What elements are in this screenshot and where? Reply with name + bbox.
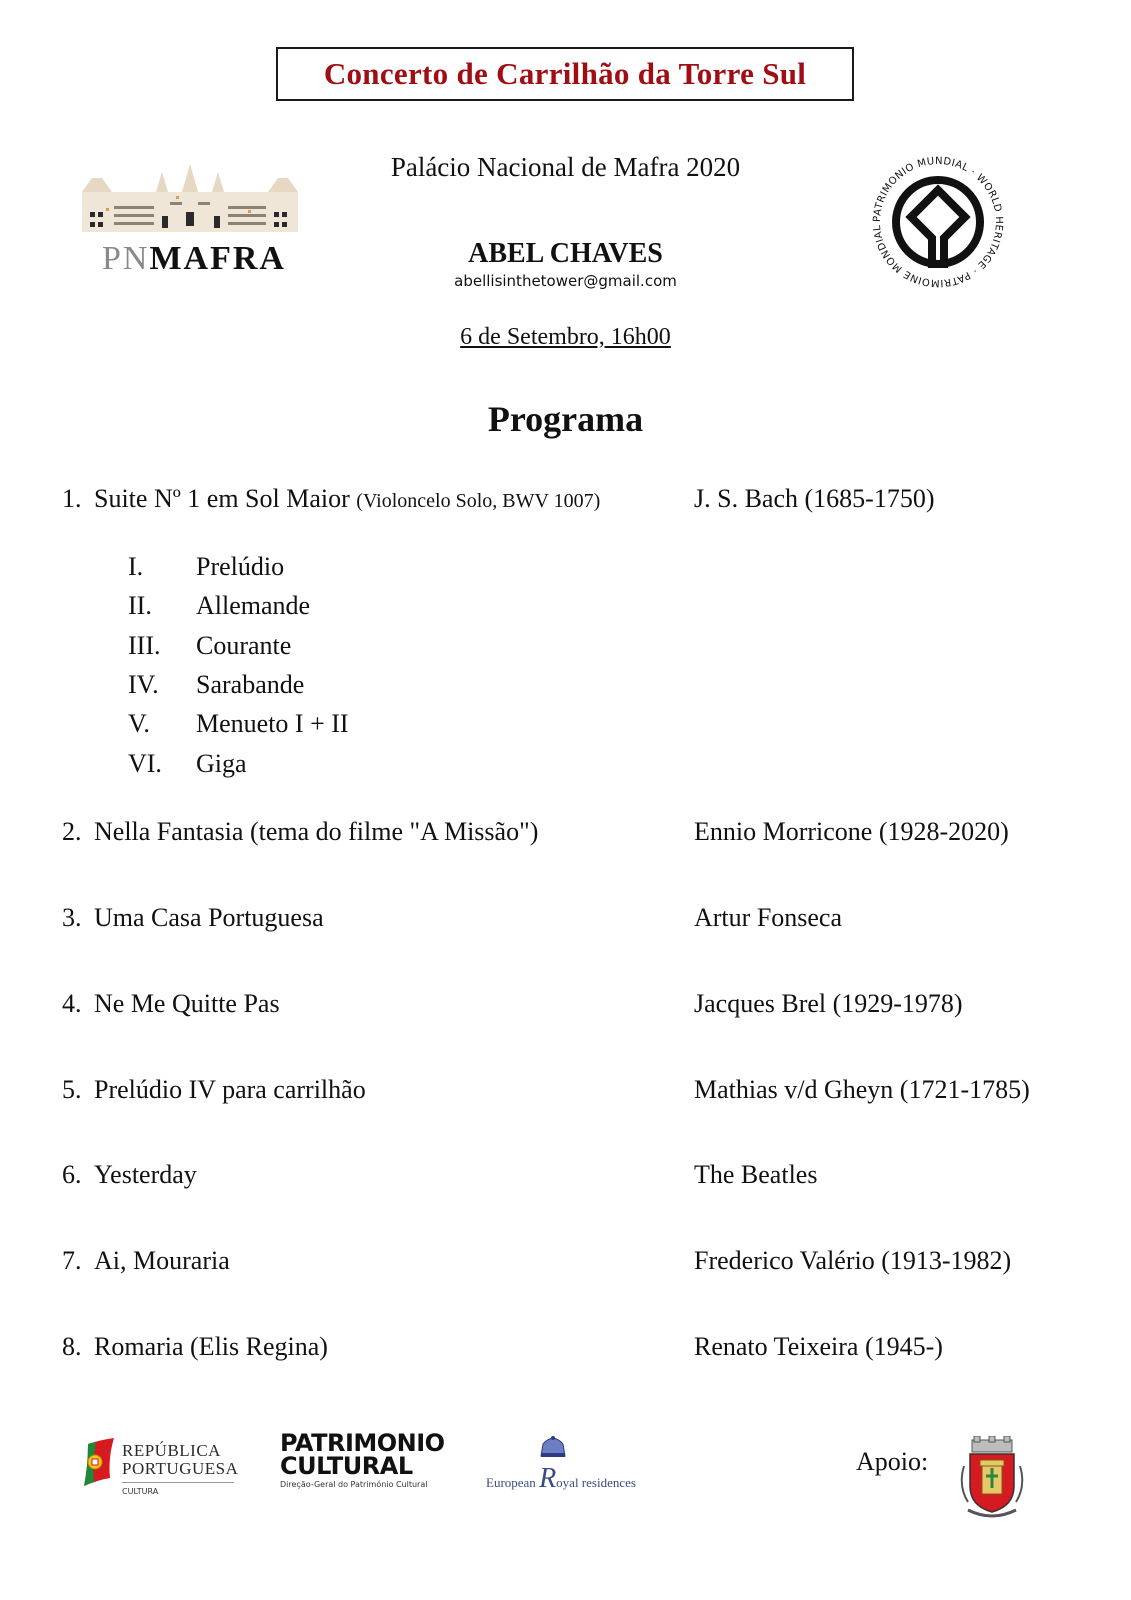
programme-item	[62, 1075, 366, 1105]
royal-residences-text	[486, 1463, 636, 1495]
republica-divider	[122, 1482, 234, 1483]
item-number: 5.	[62, 1075, 82, 1104]
item-number: 3.	[62, 903, 82, 932]
movement-number: IV.	[128, 670, 159, 699]
item-title: Suite Nº 1 em Sol Maior	[94, 484, 350, 513]
pnmafra-prefix: PN	[102, 240, 150, 277]
item-title: Nella Fantasia (tema do filme "A Missão")	[94, 817, 539, 846]
royal-r: R	[539, 1463, 557, 1494]
republica-line1: REPÚBLICA	[122, 1441, 221, 1460]
concert-title: Concerto de Carrilhão da Torre Sul	[323, 56, 807, 91]
movement-number: I.	[128, 552, 144, 581]
royal-pre: European	[486, 1475, 536, 1490]
movement-name: Prelúdio	[196, 552, 285, 581]
item-composer: The Beatles	[694, 1160, 818, 1189]
programme-item	[62, 989, 280, 1019]
republica-text	[122, 1442, 238, 1478]
programme-item	[62, 1160, 197, 1190]
programme-item	[62, 1332, 328, 1362]
item-title: Yesterday	[94, 1160, 197, 1189]
movement-name: Courante	[196, 631, 292, 660]
coat-of-arms-icon	[954, 1436, 1030, 1520]
apoio-label: Apoio:	[856, 1447, 929, 1476]
item-note: (Violoncelo Solo, BWV 1007)	[356, 490, 601, 512]
item-title: Uma Casa Portuguesa	[94, 903, 324, 932]
item-composer: J. S. Bach (1685-1750)	[694, 484, 935, 513]
crown-icon	[538, 1436, 568, 1458]
item-composer: Artur Fonseca	[694, 903, 843, 932]
republica-subtitle: CULTURA	[122, 1487, 159, 1496]
item-number: 2.	[62, 817, 82, 846]
item-title: Ai, Mouraria	[94, 1246, 230, 1275]
item-composer: Frederico Valério (1913-1982)	[694, 1246, 1012, 1275]
movement-number: V.	[128, 709, 150, 738]
patrimonio-line2: CULTURAL	[280, 1452, 413, 1480]
item-composer: Ennio Morricone (1928-2020)	[694, 817, 1009, 846]
item-composer: Renato Teixeira (1945-)	[694, 1332, 943, 1361]
movement-number: II.	[128, 591, 152, 620]
programme-item	[62, 903, 324, 933]
item-number: 4.	[62, 989, 82, 1018]
venue-line: Palácio Nacional de Mafra 2020	[390, 152, 741, 182]
movement-number: VI.	[128, 749, 162, 778]
item-number: 1.	[62, 484, 82, 513]
item-title: Romaria (Elis Regina)	[94, 1332, 328, 1361]
item-composer: Jacques Brel (1929-1978)	[694, 989, 963, 1018]
movement-number: III.	[128, 631, 161, 660]
pnmafra-main: MAFRA	[149, 240, 286, 277]
portugal-flag-icon	[80, 1438, 116, 1486]
movement-name: Giga	[196, 749, 247, 778]
item-number: 7.	[62, 1246, 82, 1275]
patrimonio-subtitle: Direção-Geral do Património Cultural	[280, 1480, 428, 1489]
performer-name: ABEL CHAVES	[468, 238, 663, 269]
european-royal-residences-logo	[486, 1436, 646, 1496]
programme-item	[62, 484, 600, 514]
item-title: Prelúdio IV para carrilhão	[94, 1075, 366, 1104]
performer-email[interactable]: abellisinthetower@gmail.com	[454, 272, 677, 290]
patrimonio-line1: PATRIMONIO	[280, 1429, 445, 1457]
patrimonio-cultural-logo	[280, 1429, 455, 1502]
movement-name: Allemande	[196, 591, 311, 620]
programme-item	[62, 817, 538, 847]
movement-name: Menueto I + II	[196, 709, 349, 738]
programme-heading: Programa	[487, 399, 644, 439]
royal-post: oyal residences	[556, 1475, 636, 1490]
municipal-crest-logo	[954, 1436, 1030, 1520]
republica-line2: PORTUGUESA	[122, 1459, 239, 1478]
concert-date-text: 6 de Setembro, 16h00	[460, 324, 671, 350]
movement-name: Sarabande	[196, 670, 305, 699]
item-title: Ne Me Quitte Pas	[94, 989, 280, 1018]
item-number: 8.	[62, 1332, 82, 1361]
item-number: 6.	[62, 1160, 82, 1189]
title-box	[276, 47, 854, 101]
svg-text:PATRIMONIO MUNDIAL · WORLD HER: PATRIMONIO MUNDIAL · WORLD HERITAGE · PATRIMOINE MONDIAL	[871, 155, 1005, 289]
programme-item	[62, 1246, 230, 1276]
item-composer: Mathias v/d Gheyn (1721-1785)	[694, 1075, 1030, 1104]
concert-date	[0, 324, 1131, 351]
republica-portuguesa-logo	[80, 1436, 250, 1506]
